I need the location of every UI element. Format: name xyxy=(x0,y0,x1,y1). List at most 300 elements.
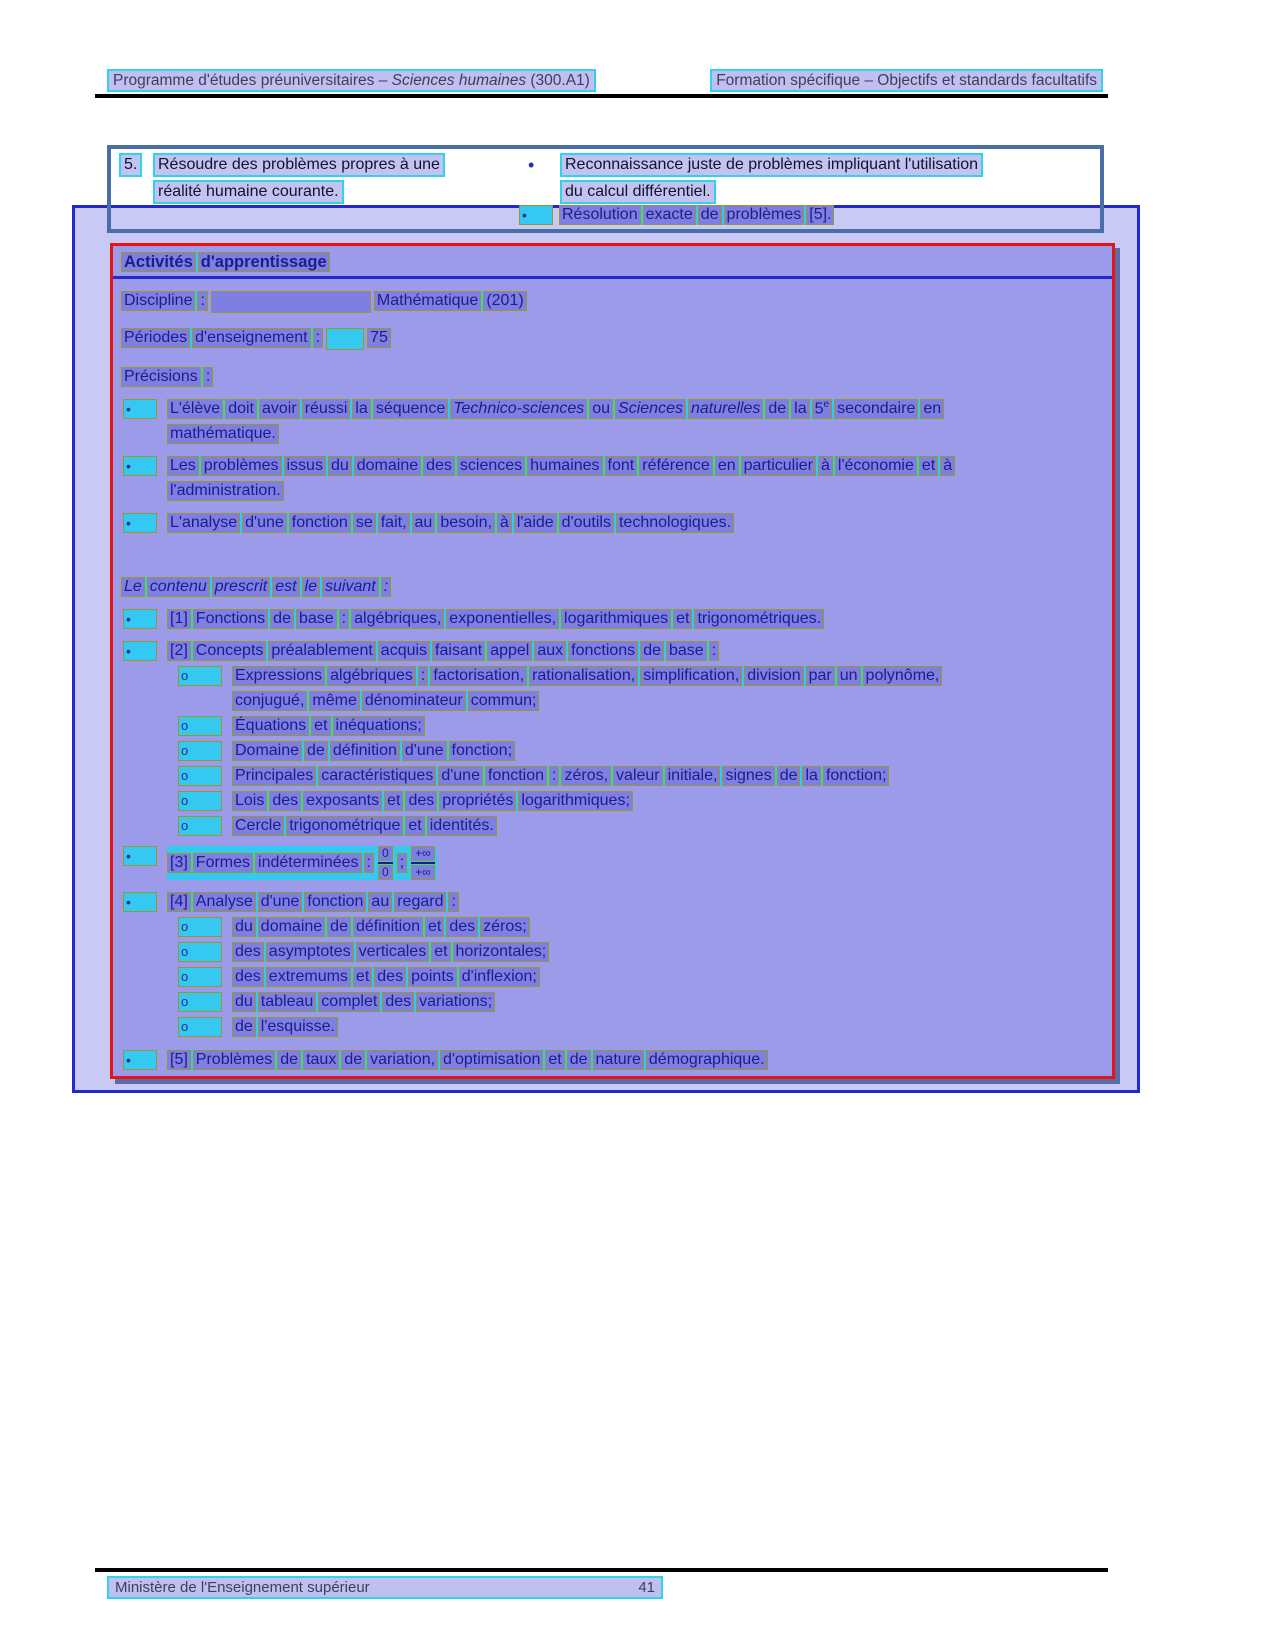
activities-title xyxy=(121,252,1104,272)
highlighted-word: séquence xyxy=(373,399,448,419)
highlighted-word: de xyxy=(698,205,722,225)
bullet-text xyxy=(232,716,425,736)
highlighted-word: la xyxy=(802,766,820,786)
highlighted-word: à xyxy=(818,456,833,476)
highlighted-word: exacte xyxy=(643,205,696,225)
content-item-2b xyxy=(121,716,1104,736)
highlighted-line xyxy=(121,291,208,311)
highlighted-word: Résolution xyxy=(559,205,641,225)
bullet-text xyxy=(167,456,955,501)
content-item-2f xyxy=(121,816,1104,836)
sub-bullet-marker-icon: o xyxy=(178,992,222,1012)
highlighted-word: : xyxy=(418,666,428,686)
highlighted-word: factorisation, xyxy=(430,666,527,686)
precision-3 xyxy=(121,513,1104,533)
sub-bullet-marker-icon: o xyxy=(178,917,222,937)
highlighted-word: définition xyxy=(330,741,400,761)
highlighted-line xyxy=(121,328,323,348)
highlighted-word: est xyxy=(272,577,299,597)
fraction-numerator: 0 xyxy=(378,846,393,861)
highlighted-word: : xyxy=(203,367,213,387)
highlighted-word: par xyxy=(806,666,835,686)
bullet-marker-icon: • xyxy=(519,205,553,225)
header-left-text: Programme d'études préuniversitaires – Sciences humaines (300.A1) xyxy=(107,69,596,92)
content-item-2 xyxy=(121,641,1104,661)
highlighted-word: Le xyxy=(121,577,145,597)
highlighted-word: des xyxy=(269,791,301,811)
highlighted-word: fonction xyxy=(289,513,351,533)
highlighted-word: : xyxy=(197,291,207,311)
highlighted-word: : xyxy=(448,892,458,912)
highlighted-word: exposants xyxy=(303,791,382,811)
page-header xyxy=(107,69,1103,92)
content-item-4 xyxy=(121,892,1104,912)
highlighted-word: problèmes xyxy=(201,456,282,476)
content-item-4a xyxy=(121,917,1104,937)
fraction-denominator: +∞ xyxy=(411,865,435,880)
highlighted-line xyxy=(167,513,734,533)
formula-line xyxy=(167,846,437,880)
highlighted-word: en xyxy=(920,399,944,419)
sub-bullet-marker-icon: o xyxy=(178,816,222,836)
bullet-text xyxy=(232,791,633,811)
highlighted-word: au xyxy=(368,892,392,912)
highlighted-word: regard xyxy=(394,892,446,912)
highlighted-word: mathématique. xyxy=(167,424,279,444)
highlighted-word: : xyxy=(339,609,349,629)
content-item-3 xyxy=(121,846,1104,880)
highlighted-word: et xyxy=(405,816,424,836)
highlighted-word: l'aide xyxy=(514,513,557,533)
highlighted-word: zéros; xyxy=(480,917,530,937)
precision-1 xyxy=(121,399,1104,444)
highlighted-word: fonction xyxy=(485,766,547,786)
highlighted-word: indéterminées xyxy=(255,853,362,873)
highlighted-word: d'une xyxy=(258,892,303,912)
content-item-2c xyxy=(121,741,1104,761)
highlighted-word: la xyxy=(791,399,809,419)
content-item-2a xyxy=(121,666,1104,711)
header-right-text: Formation spécifique – Objectifs et standards facultatifs xyxy=(710,69,1103,92)
fraction xyxy=(378,846,393,880)
highlighted-word: Expressions xyxy=(232,666,325,686)
highlighted-word: et xyxy=(431,942,450,962)
highlighted-word: d'optimisation xyxy=(440,1050,543,1070)
highlighted-word: algébriques xyxy=(327,666,416,686)
highlighted-word: Analyse xyxy=(193,892,256,912)
content-item-4c xyxy=(121,967,1104,987)
highlighted-word: Concepts xyxy=(193,641,267,661)
highlighted-word: extremums xyxy=(266,967,351,987)
highlighted-word: 5e xyxy=(812,399,832,419)
highlighted-word: base xyxy=(296,609,337,629)
highlighted-word: doit xyxy=(225,399,257,419)
periods-row xyxy=(121,328,1104,350)
highlighted-word: issus xyxy=(284,456,326,476)
precisions-label xyxy=(121,367,1104,387)
highlighted-word: division xyxy=(744,666,803,686)
highlighted-word: à xyxy=(940,456,955,476)
highlighted-word: [5] xyxy=(167,1050,191,1070)
sub-bullet-marker-icon: o xyxy=(178,1017,222,1037)
highlighted-word: acquis xyxy=(378,641,430,661)
highlighted-word: Fonctions xyxy=(193,609,268,629)
highlighted-line xyxy=(232,791,633,811)
page-footer xyxy=(107,1576,663,1599)
bullet-text xyxy=(232,917,530,937)
highlighted-word: horizontales; xyxy=(453,942,550,962)
highlighted-word: l'administration. xyxy=(167,481,284,501)
highlighted-word: domaine xyxy=(354,456,421,476)
objective-line: du calcul différentiel. xyxy=(560,180,716,204)
highlighted-word: de xyxy=(765,399,789,419)
highlighted-line xyxy=(367,328,391,348)
highlighted-word: signes xyxy=(722,766,774,786)
highlighted-word: taux xyxy=(303,1050,339,1070)
highlighted-line xyxy=(232,1017,338,1037)
highlight-spacer xyxy=(326,328,364,350)
highlighted-line xyxy=(232,766,889,786)
highlighted-word: Équations xyxy=(232,716,309,736)
highlighted-word: besoin, xyxy=(437,513,495,533)
sub-bullet-marker-icon: o xyxy=(178,666,222,686)
highlighted-word: verticales xyxy=(356,942,430,962)
highlighted-word: logarithmiques; xyxy=(518,791,633,811)
page-number: 41 xyxy=(638,1579,655,1596)
highlighted-word: des xyxy=(423,456,455,476)
highlighted-line xyxy=(232,716,425,736)
highlighted-line xyxy=(232,691,539,711)
highlighted-word: Périodes xyxy=(121,328,190,348)
highlighted-word: : xyxy=(549,766,559,786)
bullet-dot-icon: • xyxy=(528,155,535,175)
highlight-spacer xyxy=(211,291,371,313)
highlighted-word: logarithmiques xyxy=(561,609,671,629)
formula-separator: ; xyxy=(397,853,407,873)
highlighted-word: [5]. xyxy=(806,205,834,225)
highlighted-word: Précisions xyxy=(121,367,201,387)
highlighted-line xyxy=(232,942,549,962)
highlighted-word: de xyxy=(341,1050,365,1070)
highlighted-word: humaines xyxy=(527,456,602,476)
highlighted-line xyxy=(167,399,944,419)
highlighted-word: du xyxy=(232,917,256,937)
highlighted-line xyxy=(232,967,540,987)
fraction xyxy=(411,846,435,880)
highlighted-word: Lois xyxy=(232,791,267,811)
bullet-text xyxy=(167,641,719,661)
bullet-text xyxy=(167,1050,768,1070)
highlighted-word: commun; xyxy=(468,691,540,711)
bullet-marker-icon: • xyxy=(123,846,157,866)
highlighted-word: de xyxy=(277,1050,301,1070)
highlighted-word: de xyxy=(567,1050,591,1070)
highlighted-word: ou xyxy=(589,399,613,419)
highlighted-word: un xyxy=(837,666,861,686)
highlighted-word: appel xyxy=(487,641,532,661)
highlighted-word: Principales xyxy=(232,766,316,786)
objective-number: 5. xyxy=(119,153,142,177)
sub-bullet-marker-icon: o xyxy=(178,716,222,736)
highlighted-word: L'analyse xyxy=(167,513,240,533)
highlighted-word: base xyxy=(666,641,707,661)
bullet-text xyxy=(232,666,942,711)
highlighted-word: [1] xyxy=(167,609,191,629)
highlighted-word: et xyxy=(311,716,330,736)
highlighted-word: aux xyxy=(534,641,566,661)
highlighted-word: d'enseignement xyxy=(192,328,310,348)
bullet-text xyxy=(232,1017,338,1037)
standard-second-text xyxy=(559,205,834,225)
highlighted-word: polynôme, xyxy=(863,666,943,686)
highlighted-word: en xyxy=(715,456,739,476)
highlighted-word: [3] xyxy=(167,853,191,873)
highlighted-word: et xyxy=(545,1050,564,1070)
highlighted-word: trigonométrique xyxy=(286,816,403,836)
highlighted-word: Cercle xyxy=(232,816,284,836)
highlighted-word: d'outils xyxy=(559,513,614,533)
highlighted-word: simplification, xyxy=(640,666,742,686)
bullet-text xyxy=(232,992,495,1012)
content-item-4e xyxy=(121,1017,1104,1037)
highlighted-word: asymptotes xyxy=(266,942,354,962)
highlighted-word: l'esquisse. xyxy=(258,1017,338,1037)
highlighted-word: d'apprentissage xyxy=(198,252,330,272)
highlighted-word: (201) xyxy=(483,291,526,311)
highlighted-word: réussi xyxy=(302,399,351,419)
highlighted-word: points xyxy=(408,967,457,987)
bullet-text xyxy=(167,609,824,629)
highlighted-word: dénominateur xyxy=(362,691,466,711)
highlighted-word: d'inflexion; xyxy=(459,967,540,987)
bullet-text xyxy=(167,513,734,533)
highlighted-word: fonction xyxy=(304,892,366,912)
bullet-text xyxy=(167,399,944,444)
highlighted-word: propriétés xyxy=(439,791,516,811)
highlighted-word: et xyxy=(425,917,444,937)
highlighted-word: rationalisation, xyxy=(529,666,638,686)
highlighted-word: fait, xyxy=(378,513,410,533)
highlighted-word: complet xyxy=(318,992,380,1012)
highlighted-word: du xyxy=(328,456,352,476)
content-intro xyxy=(121,577,1104,597)
highlighted-word: identités. xyxy=(427,816,497,836)
content-item-2e xyxy=(121,791,1104,811)
highlighted-word: conjugué, xyxy=(232,691,307,711)
sub-bullet-marker-icon: o xyxy=(178,791,222,811)
highlighted-line xyxy=(232,816,497,836)
highlighted-word: : xyxy=(381,577,391,597)
highlighted-word: zéros, xyxy=(561,766,611,786)
fraction-bar xyxy=(411,862,435,864)
header-rule xyxy=(95,94,1108,98)
title-divider xyxy=(113,276,1112,279)
highlighted-word: et xyxy=(353,967,372,987)
objective-line: réalité humaine courante. xyxy=(153,180,344,204)
fraction-numerator: +∞ xyxy=(411,846,435,861)
highlighted-word: avoir xyxy=(259,399,300,419)
bullet-marker-icon: • xyxy=(123,399,157,419)
highlighted-line xyxy=(167,456,955,476)
bullet-text xyxy=(167,892,459,912)
highlighted-word: valeur xyxy=(613,766,663,786)
highlighted-word: : xyxy=(709,641,719,661)
bullet-marker-icon: • xyxy=(123,1050,157,1070)
highlighted-word: nature xyxy=(593,1050,644,1070)
highlighted-word: fonction; xyxy=(449,741,515,761)
highlighted-word: même xyxy=(309,691,359,711)
bullet-text xyxy=(232,816,497,836)
highlighted-word: des xyxy=(374,967,406,987)
highlighted-line xyxy=(167,481,284,501)
bullet-text xyxy=(232,766,889,786)
highlighted-word: et xyxy=(919,456,938,476)
highlighted-word: Discipline xyxy=(121,291,195,311)
highlighted-line xyxy=(232,666,942,686)
highlighted-word: Les xyxy=(167,456,199,476)
highlighted-word: secondaire xyxy=(834,399,918,419)
discipline-row xyxy=(121,291,1104,313)
objectives-box xyxy=(107,145,1104,233)
content-item-4b xyxy=(121,942,1104,962)
content-item-2d xyxy=(121,766,1104,786)
highlighted-word: faisant xyxy=(432,641,485,661)
highlighted-word: des xyxy=(232,967,264,987)
highlighted-word: Sciences xyxy=(615,399,686,419)
highlighted-word: [4] xyxy=(167,892,191,912)
highlighted-word: algébriques, xyxy=(351,609,444,629)
highlighted-word: particulier xyxy=(741,456,816,476)
highlighted-word: inéquations; xyxy=(333,716,425,736)
standard-second-bullet xyxy=(519,205,834,225)
highlighted-line xyxy=(167,424,279,444)
bullet-marker-icon: • xyxy=(123,641,157,661)
highlighted-word: contenu xyxy=(147,577,210,597)
bullet-marker-icon: • xyxy=(123,513,157,533)
highlighted-word: 75 xyxy=(367,328,391,348)
highlighted-word: et xyxy=(673,609,692,629)
highlighted-word: des xyxy=(405,791,437,811)
footer-rule xyxy=(95,1568,1108,1572)
highlighted-word: Formes xyxy=(193,853,253,873)
highlighted-word: technologiques. xyxy=(616,513,734,533)
highlighted-word: l'économie xyxy=(835,456,917,476)
objective-line: Reconnaissance juste de problèmes impliquant l'utilisation xyxy=(560,153,983,177)
highlighted-line xyxy=(167,609,824,629)
highlighted-word: fonction; xyxy=(823,766,889,786)
highlighted-word: définition xyxy=(353,917,423,937)
highlighted-line xyxy=(232,741,515,761)
highlighted-word: L'élève xyxy=(167,399,223,419)
bullet-text xyxy=(232,967,540,987)
highlighted-word: [2] xyxy=(167,641,191,661)
highlighted-word: Activités xyxy=(121,252,196,272)
highlighted-line xyxy=(167,892,459,912)
fraction-denominator: 0 xyxy=(378,865,393,880)
bullet-text xyxy=(232,741,515,761)
highlighted-word: se xyxy=(353,513,376,533)
highlighted-line xyxy=(232,992,495,1012)
highlighted-word: trigonométriques. xyxy=(694,609,824,629)
content-item-1 xyxy=(121,609,1104,629)
bullet-marker-icon: • xyxy=(123,609,157,629)
bullet-marker-icon: • xyxy=(123,892,157,912)
ministry-label: Ministère de l'Enseignement supérieur xyxy=(115,1579,370,1596)
highlighted-word: initiale, xyxy=(665,766,721,786)
highlighted-word: démographique. xyxy=(646,1050,768,1070)
highlighted-word: d'une xyxy=(242,513,287,533)
highlighted-word: d'une xyxy=(438,766,483,786)
highlighted-word: font xyxy=(605,456,638,476)
highlighted-word: des xyxy=(382,992,414,1012)
highlighted-word: des xyxy=(232,942,264,962)
highlighted-word: de xyxy=(777,766,801,786)
highlighted-word: préalablement xyxy=(268,641,375,661)
standard-text xyxy=(560,153,983,204)
highlighted-word: du xyxy=(232,992,256,1012)
bullet-text xyxy=(232,942,549,962)
highlighted-word: d'une xyxy=(402,741,447,761)
highlighted-word: : xyxy=(313,328,323,348)
highlighted-word: Domaine xyxy=(232,741,302,761)
activities-rows xyxy=(121,252,1104,1070)
highlighted-word: à xyxy=(497,513,512,533)
sub-bullet-marker-icon: o xyxy=(178,766,222,786)
bullet-marker-icon: • xyxy=(123,456,157,476)
highlighted-word: suivant xyxy=(322,577,379,597)
objective-line: Résoudre des problèmes propres à une xyxy=(153,153,445,177)
highlighted-word: Mathématique xyxy=(374,291,481,311)
highlighted-word: Problèmes xyxy=(193,1050,275,1070)
highlighted-word: domaine xyxy=(258,917,325,937)
highlighted-word: et xyxy=(384,791,403,811)
sub-bullet-marker-icon: o xyxy=(178,942,222,962)
highlighted-line xyxy=(167,1050,768,1070)
precision-2 xyxy=(121,456,1104,501)
highlighted-word: : xyxy=(364,853,374,873)
highlighted-word: exponentielles, xyxy=(446,609,559,629)
highlighted-word: de xyxy=(640,641,664,661)
content-item-4d xyxy=(121,992,1104,1012)
highlighted-word: variations; xyxy=(416,992,495,1012)
highlighted-line xyxy=(121,577,391,597)
highlighted-word: de xyxy=(304,741,328,761)
highlighted-line xyxy=(121,252,330,272)
highlighted-word: au xyxy=(412,513,436,533)
highlighted-word: de xyxy=(270,609,294,629)
sub-bullet-marker-icon: o xyxy=(178,967,222,987)
highlighted-line xyxy=(167,641,719,661)
highlighted-line xyxy=(374,291,527,311)
highlighted-word: variation, xyxy=(367,1050,438,1070)
highlighted-line xyxy=(121,367,213,387)
activities-box xyxy=(110,243,1115,1079)
sub-bullet-marker-icon: o xyxy=(178,741,222,761)
highlighted-word: le xyxy=(302,577,320,597)
highlighted-word: prescrit xyxy=(212,577,270,597)
highlighted-word: Technico-sciences xyxy=(450,399,587,419)
highlighted-word: fonctions xyxy=(568,641,638,661)
highlighted-word: sciences xyxy=(457,456,525,476)
highlighted-word: tableau xyxy=(258,992,317,1012)
highlighted-word: référence xyxy=(639,456,713,476)
highlighted-word: la xyxy=(352,399,370,419)
highlighted-word: de xyxy=(232,1017,256,1037)
highlighted-word: naturelles xyxy=(688,399,763,419)
highlighted-word: problèmes xyxy=(724,205,805,225)
highlighted-line xyxy=(232,917,530,937)
highlighted-word: des xyxy=(446,917,478,937)
